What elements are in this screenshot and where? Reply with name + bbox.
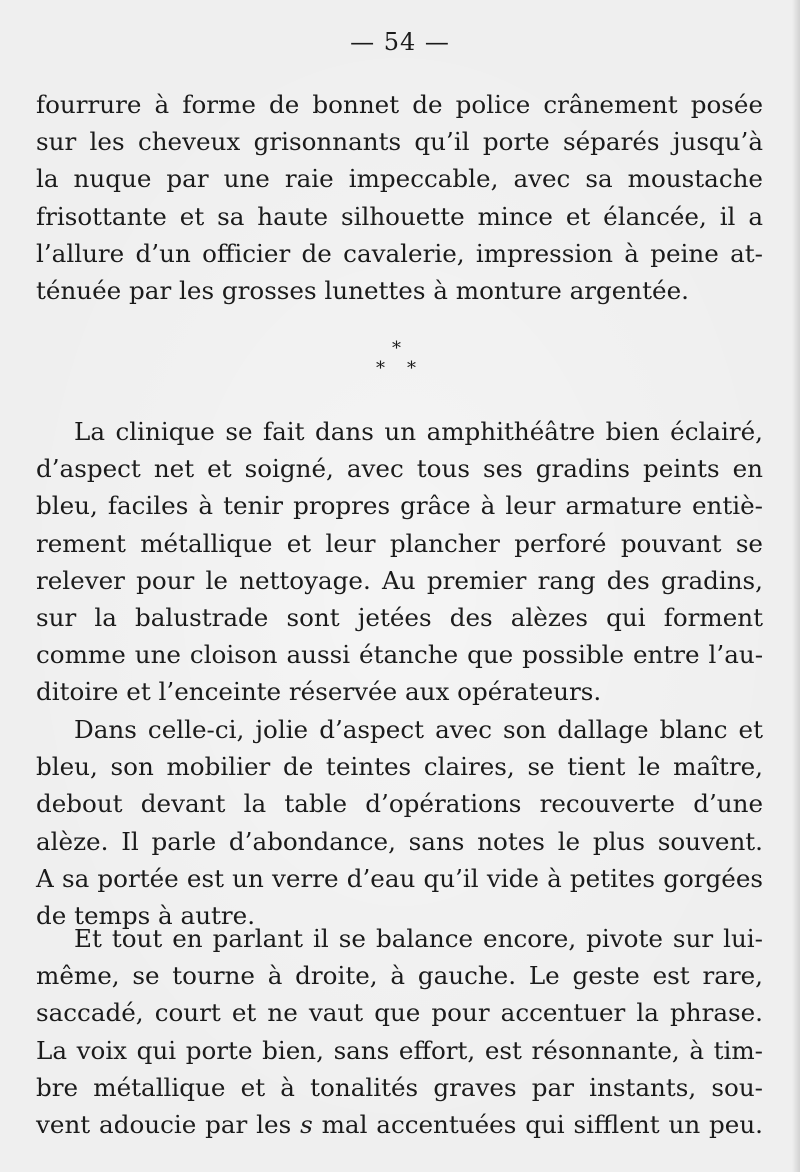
asterisk: *	[376, 358, 385, 379]
text-line: alèze. Il parle d’abondance, sans notes le plus souvent.	[36, 826, 763, 856]
paragraph-1	[36, 86, 763, 309]
text-line: bleu, son mobilier de teintes claires, se tient le maître,	[36, 752, 763, 782]
text-line: frisottante et sa haute silhouette mince et élancée, il a	[36, 201, 763, 231]
text-line: A sa portée est un verre d’eau qu’il vide à petites gorgées	[36, 863, 763, 893]
text-line: de temps à autre.	[36, 900, 256, 930]
page-edge-shadow	[792, 0, 800, 1172]
asterisk: *	[407, 358, 416, 379]
paragraph-3	[36, 711, 763, 934]
text-fragment: mal accentuées qui sifflent un peu.	[312, 1109, 763, 1139]
text-line: bleu, faciles à tenir propres grâce à leur armature entiè-	[36, 491, 763, 521]
text-line: ditoire et l’enceinte réservée aux opérateurs.	[36, 677, 602, 707]
text-line: comme une cloison aussi étanche que possible entre l’au-	[36, 640, 763, 670]
text-fragment: vent adoucie par les	[36, 1109, 301, 1139]
text-line: sur les cheveux grisonnants qu’il porte séparés jusqu’à	[36, 127, 763, 157]
text-line: la nuque par une raie impeccable, avec sa moustache	[36, 164, 763, 194]
asterisk: *	[392, 338, 401, 359]
asterism-separator	[360, 338, 440, 382]
paragraph-2	[36, 413, 763, 711]
text-line: fourrure à forme de bonnet de police crânement posée	[36, 90, 763, 119]
text-line: Et tout en parlant il se balance encore, pivote sur lui-	[74, 924, 763, 953]
text-line: d’aspect net et soigné, avec tous ses gradins peints en	[36, 454, 763, 484]
text-line: saccadé, court et ne vaut que pour accentuer la phrase.	[36, 998, 763, 1028]
text-line: l’allure d’un officier de cavalerie, impression à peine at-	[36, 238, 763, 268]
text-line: debout devant la table d’opérations recouverte d’une	[36, 789, 763, 819]
page-number: — 54 —	[350, 28, 450, 56]
italic-letter: s	[300, 1109, 313, 1139]
paragraph-4	[36, 920, 763, 1143]
text-line: ténuée par les grosses lunettes à monture argentée.	[36, 275, 689, 305]
text-line: bre métallique et à tonalités graves par instants, sou-	[36, 1072, 763, 1102]
text-line: La clinique se fait dans un amphithéâtre bien éclairé,	[74, 417, 763, 446]
text-line-final	[36, 1106, 763, 1143]
text-line: rement métallique et leur plancher perforé pouvant se	[36, 528, 763, 558]
text-line: relever pour le nettoyage. Au premier rang des gradins,	[36, 565, 763, 595]
text-line: sur la balustrade sont jetées des alèzes qui forment	[36, 602, 763, 632]
text-line: La voix qui porte bien, sans effort, est résonnante, à tim-	[36, 1035, 763, 1065]
text-line: Dans celle-ci, jolie d’aspect avec son dallage blanc et	[74, 715, 763, 744]
text-line: même, se tourne à droite, à gauche. Le geste est rare,	[36, 961, 763, 991]
